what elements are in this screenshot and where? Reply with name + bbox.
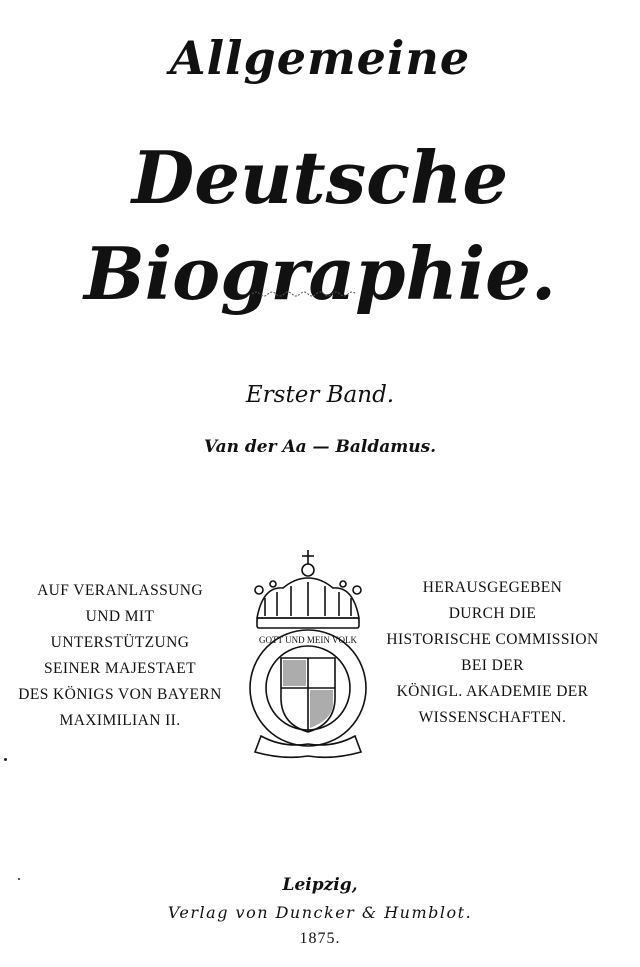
right-line: HERAUSGEGEBEN [422,579,563,596]
volume-range: Van der Aa — Baldamus. [203,437,437,457]
left-line: SEINER MAJESTAET [44,660,196,677]
title-line-2: Deutsche Biographie. [83,135,557,316]
imprint-publisher: Verlag von Duncker & Humblot. [167,903,473,922]
left-line: AUF VERANLASSUNG [37,582,203,599]
emblem-motto: GOTT UND MEIN VOLK [259,635,357,645]
left-line: DES KÖNIGS VON BAYERN [18,686,222,703]
right-line: BEI DER [461,657,524,674]
left-dedication-block [0,578,240,734]
bavarian-crest-icon [243,548,373,763]
imprint-city: Leipzig, [282,875,358,895]
print-speck [4,758,7,761]
left-line: MAXIMILIAN II. [59,712,181,729]
left-line: UND MIT [85,608,155,625]
right-line: HISTORISCHE COMMISSION [386,631,599,648]
title-line-1: Allgemeine [169,31,471,85]
right-line: KÖNIGL. AKADEMIE DER [396,683,589,700]
right-line: WISSENSCHAFTEN. [418,709,567,726]
volume-label: Erster Band. [245,382,395,408]
right-line: DURCH DIE [448,605,537,622]
left-line: UNTERSTÜTZUNG [50,634,190,651]
ornamental-rule [250,284,360,304]
imprint-year: 1875. [299,930,341,947]
right-publisher-block [375,575,610,731]
